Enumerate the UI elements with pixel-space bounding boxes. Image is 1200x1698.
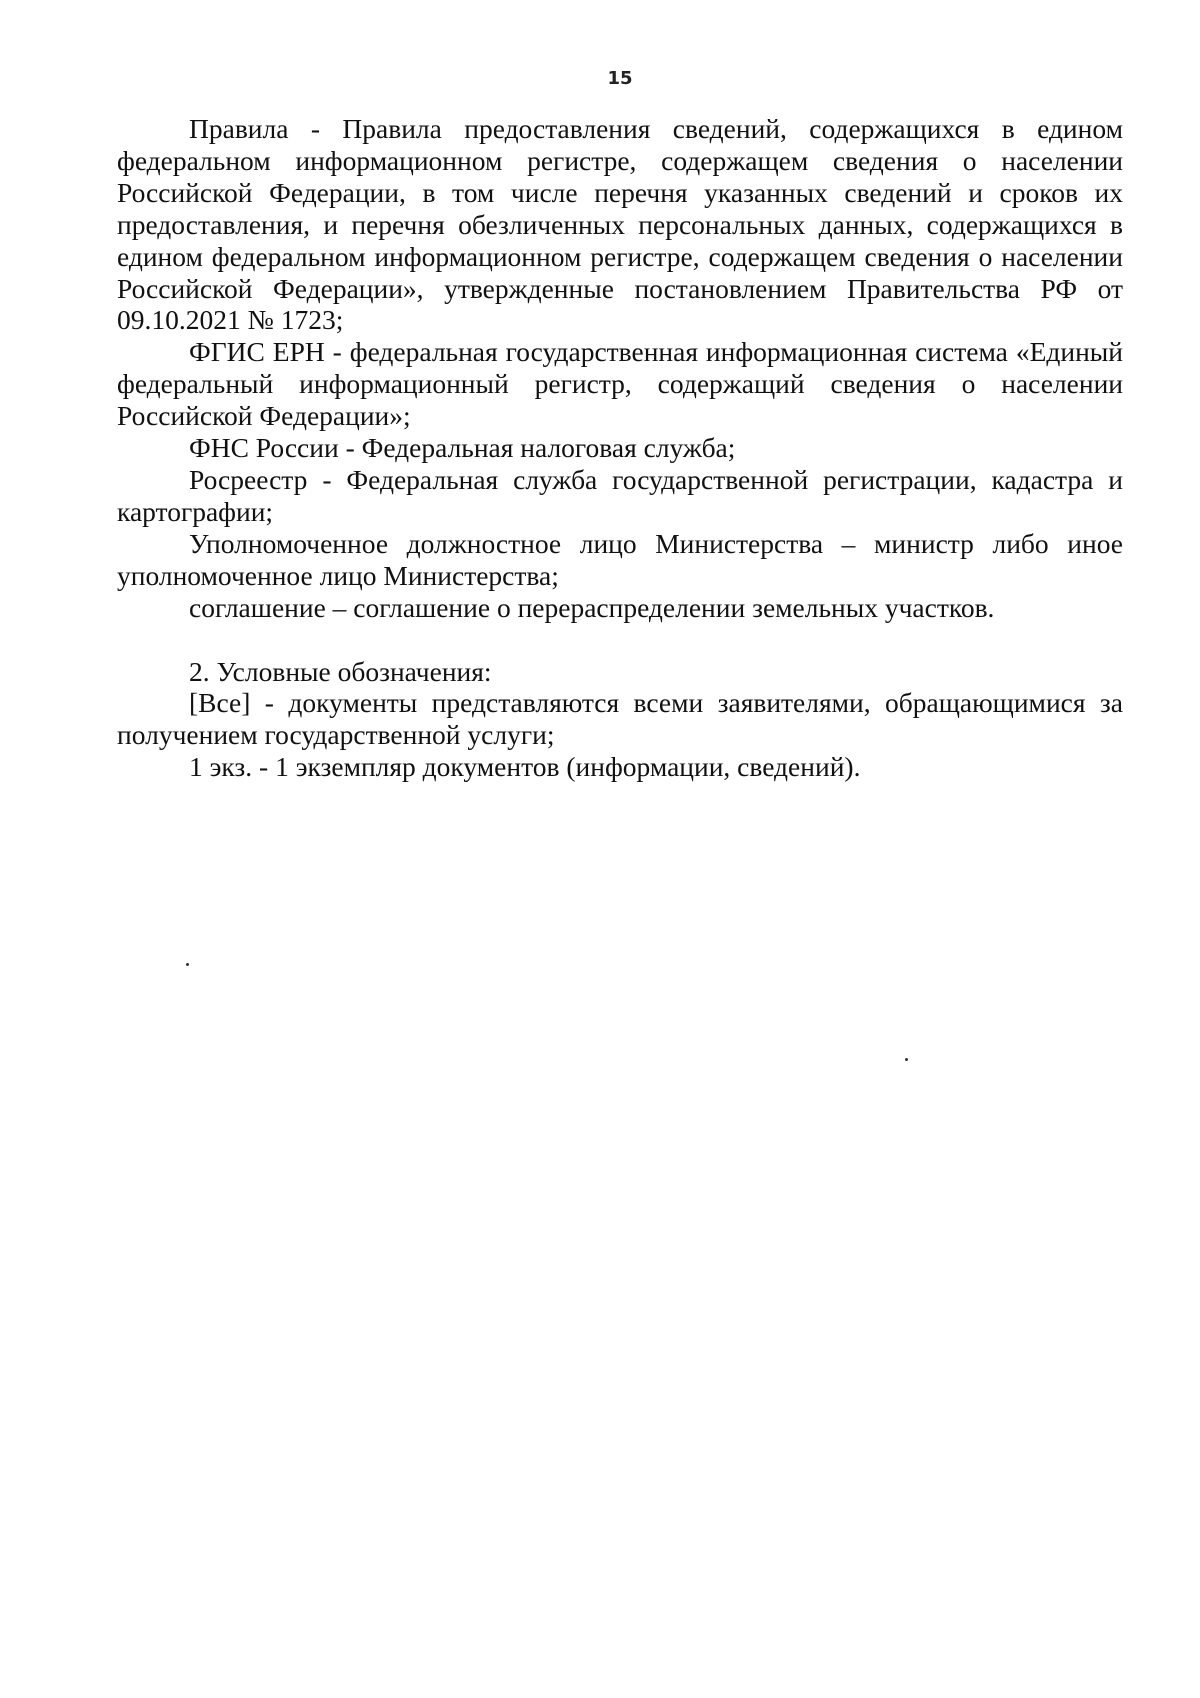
definition-pravila: Правила - Правила предоставления сведений, содержащихся в едином федеральном информационном регистре, содержащем сведения о населении Российской Федерации, в том числе перечня указанных сведений и сроков их предоставления, и перечня обезличенных персональных данных, содержащихся в едином федеральном информационном регистре, содержащем сведения о населении Российской Федерации», утвержденные постановлением Правительства РФ от 09.10.2021 № 1723;: [117, 113, 1123, 336]
definition-agreement: соглашение – соглашение о перераспределении земельных участков.: [189, 591, 995, 623]
definition-fns: ФНС России - Федеральная налоговая служба;: [189, 432, 736, 464]
definition-fgis-ern: ФГИС ЕРН - федеральная государственная информационная система «Единый федеральный информационный регистр, содержащий сведения о населении Российской Федерации»;: [117, 336, 1123, 432]
scan-speck: [905, 1058, 908, 1061]
definition-rosreestr: Росреестр - Федеральная служба государственной регистрации, кадастра и картографии;: [117, 463, 1123, 527]
convention-all: [Все] - документы представляются всеми заявителями, обращающимися за получением государственной услуги;: [117, 687, 1123, 751]
definition-authorized-official: Уполномоченное должностное лицо Министерства – министр либо иное уполномоченное лицо Министерства;: [117, 527, 1123, 591]
page-number: 15: [607, 68, 633, 89]
scan-speck: [186, 963, 189, 966]
document-body: [117, 113, 1123, 783]
convention-one-copy: 1 экз. - 1 экземпляр документов (информации, сведений).: [189, 751, 861, 783]
section-spacer: [117, 624, 1123, 656]
section-heading: 2. Условные обозначения:: [189, 655, 492, 687]
